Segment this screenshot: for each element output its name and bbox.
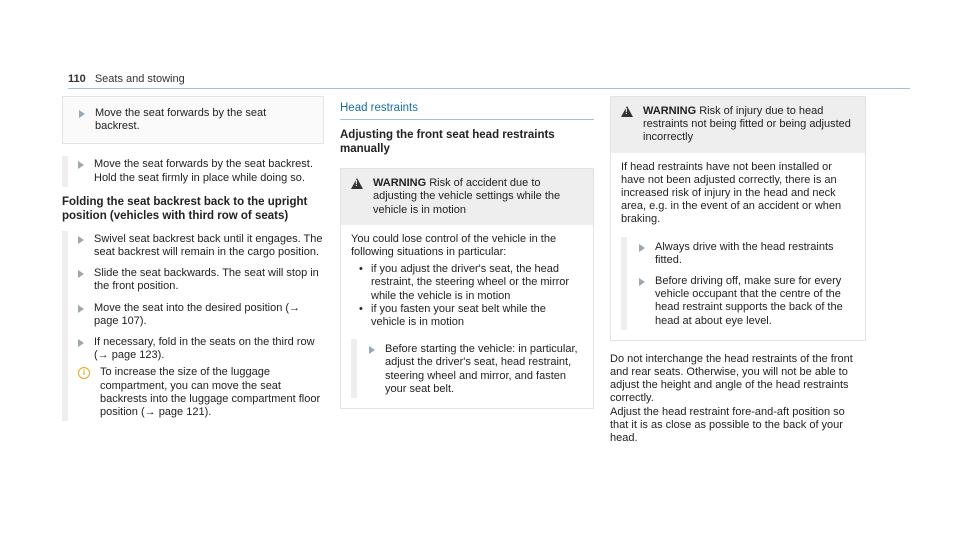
step-text: Move the seat forwards by the seat backrest. (95, 107, 267, 133)
section-title: Seats and stowing (94, 73, 185, 85)
warning-triangle-icon (351, 178, 363, 189)
step-group (62, 156, 324, 186)
step-text: Move the seat forwards by the seat backrest. Hold the seat firmly in place while doing so. (94, 158, 313, 184)
page-number: 110 (68, 73, 86, 85)
step-arrow-icon (78, 236, 84, 244)
step (639, 241, 855, 267)
step-text: Before driving off, make sure for every vehicle occupant that the centre of the head restraint supports the back of the head at about eye level. (655, 275, 843, 327)
warning-label: WARNING (643, 105, 697, 117)
warning-triangle-icon (621, 106, 633, 117)
info-text: To increase the size of the luggage compartment, you can move the seat backrests into the luggage compartment floor position (→ page 121). (100, 366, 321, 419)
step-arrow-icon (369, 346, 375, 354)
step (78, 233, 324, 259)
paragraph: Adjust the head restraint fore-and-aft position so that it is as close as possible to the back of your head. (610, 405, 845, 445)
page-header (68, 73, 185, 85)
step-text: Swivel seat backrest back until it engages. The seat backrest will remain in the cargo position. (94, 232, 323, 259)
step-arrow-icon (78, 305, 84, 313)
list-item: • if you adjust the driver's seat, the head restraint, the steering wheel or the mirror while the vehicle is in motion (351, 263, 583, 303)
warning-title: Risk of accident due to adjusting the vehicle settings while the vehicle is in motion (373, 177, 561, 216)
warning-bullets (351, 263, 583, 329)
step (78, 267, 324, 293)
warning-text: If head restraints have not been installed or have not been adjusted correctly, there is an increased risk of injury in the head and neck area, e.g. in the event of an accident or when braking. (621, 160, 842, 226)
column-2 (340, 96, 594, 409)
step (78, 336, 324, 362)
title-divider (340, 119, 594, 120)
step-group (62, 231, 324, 421)
info-icon: i (78, 367, 90, 379)
continued-step-box (62, 96, 324, 144)
step-text: Before starting the vehicle: in particular, adjust the driver's seat, head restraint, steering wheel and mirror, and fasten your seat belt. (385, 343, 578, 395)
step-arrow-icon (78, 339, 84, 347)
warning-body (611, 153, 865, 340)
column-3 (610, 96, 866, 445)
info-note (78, 366, 324, 419)
warning-title: Risk of injury due to head restraints not being fitted or being adjusted incorrectly (643, 105, 851, 144)
list-item: • if you fasten your seat belt while the vehicle is in motion (351, 303, 583, 329)
warning-header (611, 97, 865, 153)
warning-box (340, 168, 594, 409)
step-group (621, 237, 855, 330)
step-text: Always drive with the head restraints fitted. (655, 240, 834, 266)
step-arrow-icon (79, 110, 85, 118)
step-group (351, 339, 583, 398)
adjust-heading: Adjusting the front seat head restraints manually (340, 129, 555, 156)
paragraph: Do not interchange the head restraints of the front and rear seats. Otherwise, you will not be able to adjust the height and angle of the head restraints correctly. (610, 352, 853, 405)
column-1 (62, 96, 324, 421)
step-text: If necessary, fold in the seats on the third row (→ page 123). (94, 336, 315, 362)
step (78, 302, 324, 328)
step (79, 107, 313, 133)
step-arrow-icon (78, 270, 84, 278)
header-divider (68, 88, 910, 89)
step (369, 343, 583, 396)
warning-label: WARNING (373, 177, 427, 190)
step-arrow-icon (78, 161, 84, 169)
warning-header (341, 169, 593, 225)
head-restraints-title: Head restraints (340, 102, 418, 114)
step-arrow-icon (639, 244, 645, 252)
step-text: Move the seat into the desired position (→ page 107). (94, 301, 301, 327)
step (639, 275, 855, 328)
step-arrow-icon (639, 278, 645, 286)
warning-intro: You could lose control of the vehicle in the following situations in particular: (351, 232, 557, 259)
warning-body (341, 225, 593, 408)
step-text: Slide the seat backwards. The seat will stop in the front position. (94, 267, 319, 293)
warning-box (610, 96, 866, 341)
fold-upright-heading: Folding the seat backrest back to the upright position (vehicles with third row of seats) (62, 195, 308, 222)
step (78, 158, 324, 184)
